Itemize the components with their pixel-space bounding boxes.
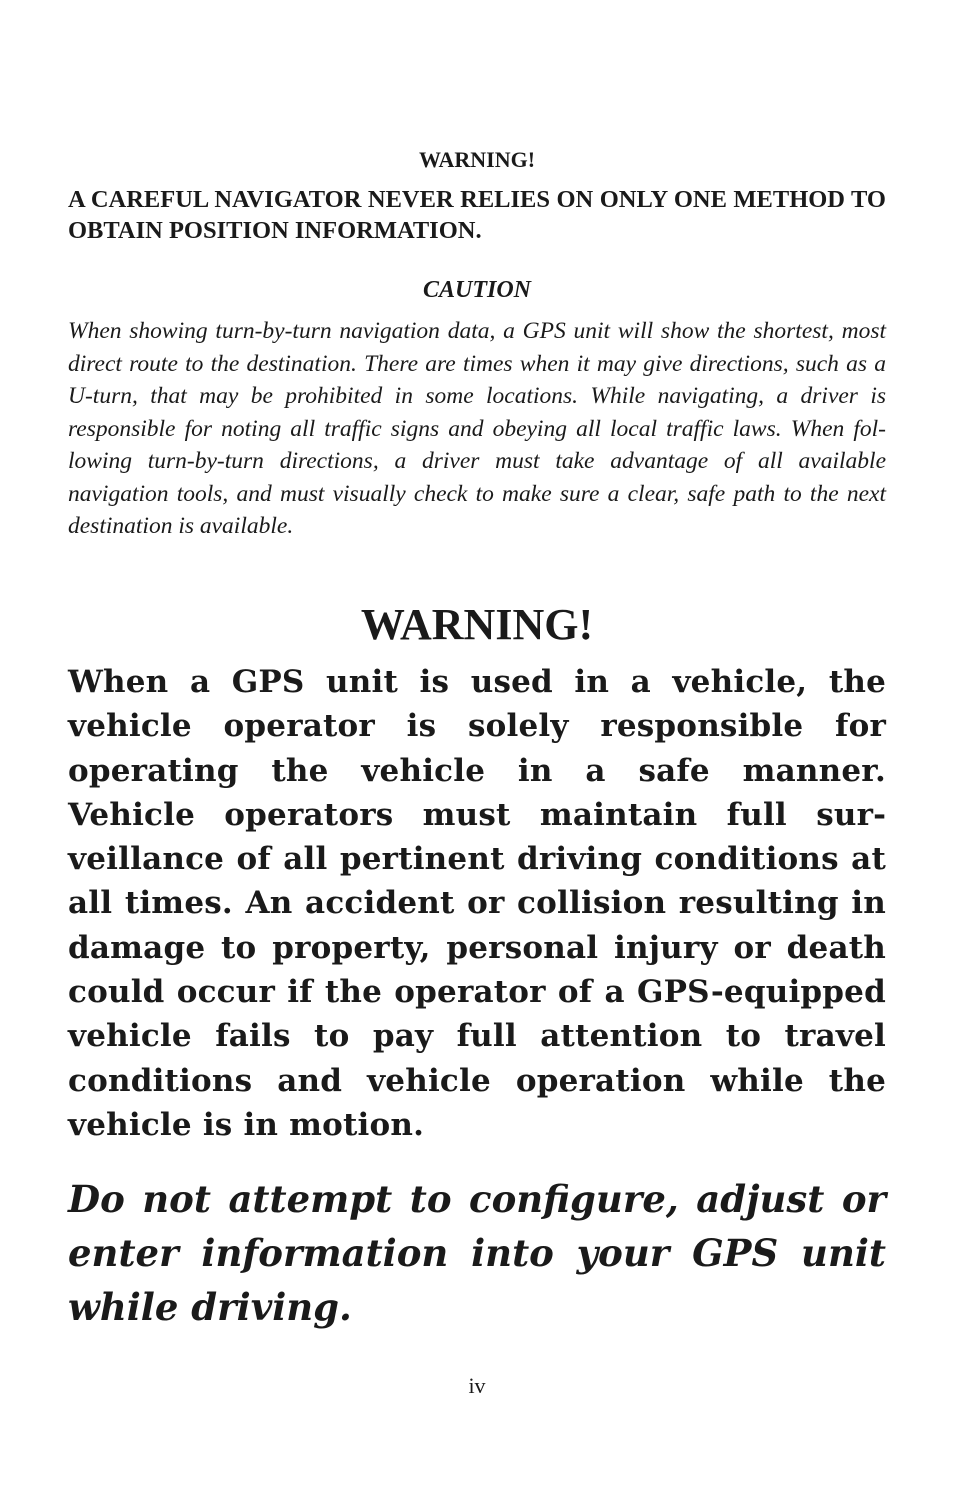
navigator-warning-text: A CAREFUL NAVIGATOR NEVER RELIES ON ONLY ONE METHOD TO OBTAIN POSITION INFORMATION. <box>68 186 886 244</box>
caution-paragraph: When showing turn-by-turn navigation data, a GPS unit will show the shortest, most direct route to the destination. There are times when it may give directions, such as a U-turn, that may be prohibited in some locations. While navigating, a driver is responsible for noting all traffic signs and obeying all local traffic laws. When following turn-by-turn directions, a driver must take advantage of all available navigation tools, and must visually check to make sure a clear, safe path to the next destination is available. <box>68 318 886 539</box>
caution-heading: CAUTION <box>422 277 531 303</box>
vehicle-operator-warning-text: When a GPS unit is used in a vehicle, the vehicle operator is solely responsible for operating the vehicle in a safe manner. Vehicle operators must maintain full surveillance of all pertinent driving conditions at all times. An accident or collision resulting in damage to property, personal injury or death could occur if the operator of a GPS-equipped vehicle fails to pay full attention to travel conditions and vehicle operation while the vehicle is in motion. <box>68 664 886 1143</box>
do-not-configure-while-driving-text: Do not attempt to configure, adjust or enter information into your GPS unit while driving. <box>68 1177 886 1329</box>
warning-heading-large: WARNING! <box>360 600 594 649</box>
warning-heading-small: WARNING! <box>418 147 536 172</box>
document-page <box>68 0 886 1487</box>
page-number: iv <box>468 1373 486 1398</box>
